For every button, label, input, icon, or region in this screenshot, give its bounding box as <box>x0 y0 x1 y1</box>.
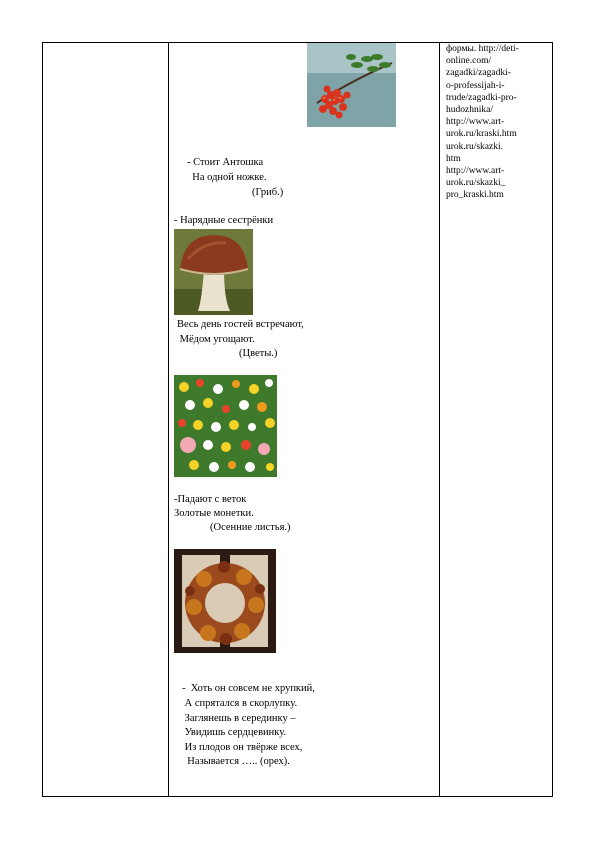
riddle-flowers-line-1: - Нарядные сестрёнки <box>174 215 274 226</box>
rowan-branch-image <box>307 43 396 127</box>
column-divider-1 <box>168 42 169 797</box>
riddle-leaves-line-2: Золотые монетки. <box>174 508 254 519</box>
column-divider-2 <box>439 42 440 797</box>
riddle-nut-line-1: - Хоть он совсем не хрупкий, <box>182 683 315 694</box>
riddle-nut-line-4: Увидишь сердцевинку. <box>182 727 287 738</box>
riddle-leaves-line-1: -Падают с веток <box>174 494 247 505</box>
riddle-leaves-answer: (Осенние листья.) <box>210 522 291 533</box>
riddle-flowers-answer: (Цветы.) <box>239 348 278 359</box>
mushroom-image <box>174 229 253 315</box>
autumn-wreath-image <box>174 549 276 653</box>
riddle-nut-line-2: А спрятался в скорлупку. <box>182 698 298 709</box>
riddle-mushroom-line-2: На одной ножке. <box>187 172 267 183</box>
riddle-flowers-line-2: Весь день гостей встречают, <box>177 319 304 330</box>
riddle-nut-line-5: Из плодов он твёрже всех, <box>182 742 303 753</box>
riddle-mushroom-answer: (Гриб.) <box>252 187 284 198</box>
riddle-nut-line-6: Называется ….. (орех). <box>182 756 290 767</box>
riddle-nut-line-3: Заглянешь в серединку – <box>182 713 296 724</box>
sources-links[interactable]: формы. http://deti- online.com/ zagadki/zagadki- o-professijah-i- trude/zagadki-pro- hudozhnika/ http://www.art- urok.ru/kraski.htm urok.ru/skazki. htm http://www.art- urok.ru/skazki_ pro_kraski.htm <box>446 44 519 201</box>
flower-meadow-image <box>174 375 277 477</box>
riddle-mushroom-line-1: - Стоит Антошка <box>187 157 264 168</box>
riddle-flowers-line-3: Мёдом угощают. <box>177 334 255 345</box>
